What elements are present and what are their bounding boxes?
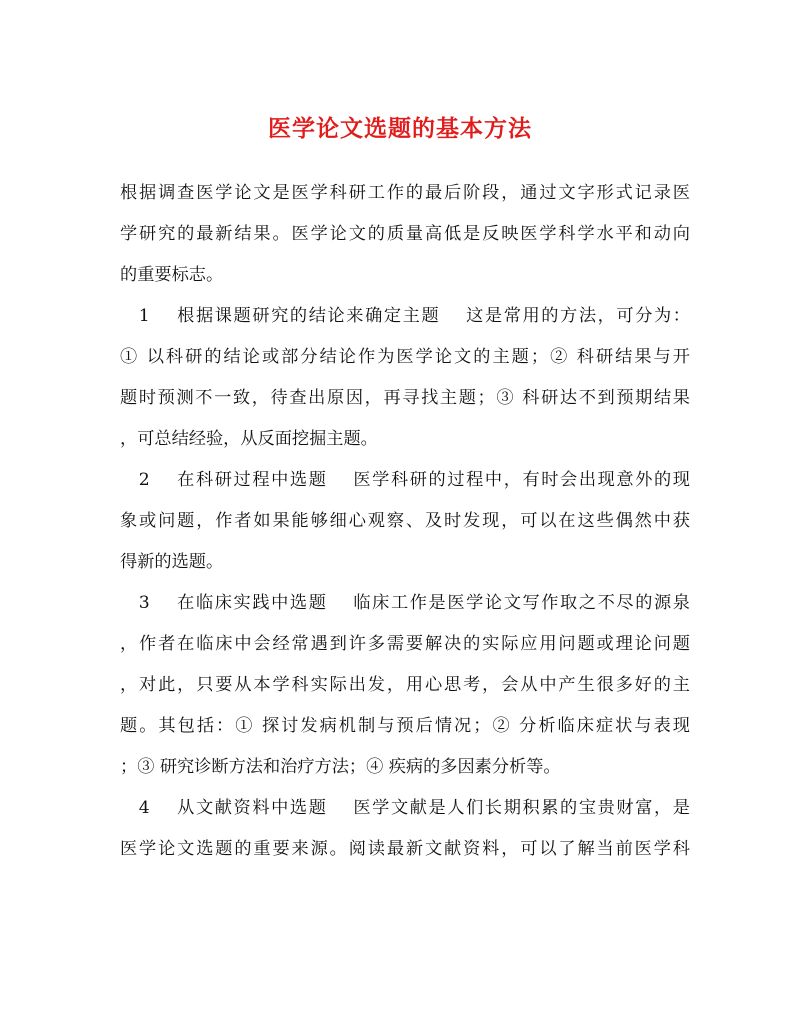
body-line: 题。其包括：① 探讨发病机制与预后情况；② 分析临床症状与表现: [120, 716, 690, 736]
body-line: 2 在科研过程中选题 医学科研的过程中，有时会出现意外的现: [120, 470, 690, 490]
body-line: 象或问题，作者如果能够细心观察、及时发现，可以在这些偶然中获: [120, 511, 690, 531]
body-line: 1 根据课题研究的结论来确定主题 这是常用的方法，可分为：: [120, 306, 690, 326]
body-line: 根据调查医学论文是医学科研工作的最后阶段，通过文字形式记录医: [120, 183, 690, 203]
body-line: ，对此，只要从本学科实际出发，用心思考，会从中产生很多好的主: [120, 675, 690, 695]
body-line: 3 在临床实践中选题 临床工作是医学论文写作取之不尽的源泉: [120, 593, 690, 613]
body-line: 医学论文选题的重要来源。阅读最新文献资料，可以了解当前医学科: [120, 839, 690, 859]
body-line: ① 以科研的结论或部分结论作为医学论文的主题；② 科研结果与开: [120, 347, 690, 367]
body-line: ，可总结经验，从反面挖掘主题。: [120, 429, 378, 449]
body-line: 学研究的最新结果。医学论文的质量高低是反映医学科学水平和动向: [120, 224, 690, 244]
document-title: 医学论文选题的基本方法: [268, 115, 532, 142]
body-line: 题时预测不一致，待查出原因，再寻找主题；③ 科研达不到预期结果: [120, 388, 690, 408]
body-line: ，作者在临床中会经常遇到许多需要解决的实际应用问题或理论问题: [120, 634, 690, 654]
body-line: 的重要标志。: [120, 265, 224, 285]
body-line: 得新的选题。: [120, 552, 224, 572]
body-line: 4 从文献资料中选题 医学文献是人们长期积累的宝贵财富，是: [120, 798, 690, 818]
body-line: ；③ 研究诊断方法和治疗方法；④ 疾病的多因素分析等。: [120, 757, 561, 777]
